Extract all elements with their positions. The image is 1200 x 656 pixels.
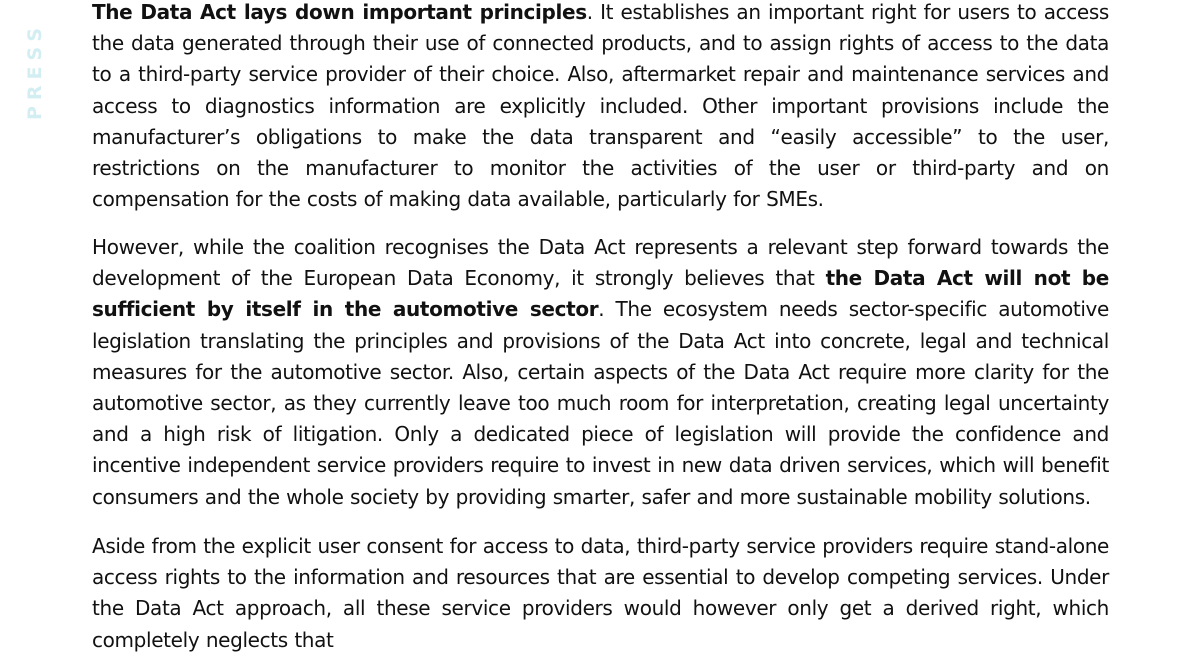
paragraph-access-rights [92, 531, 1109, 656]
paragraph-2-bold-middle: the Data Act will not be sufficient by itself in the automotive sector [92, 266, 1109, 322]
paragraph-1-bold-lead: The Data Act lays down important principles [92, 0, 587, 24]
press-side-label: PRESS [24, 21, 46, 120]
paragraph-coalition-position [92, 232, 1109, 513]
paragraph-1-text: . It establishes an important right for users to access the data generated through their use of connected products, and to assign rights of access to the data to a third-party service provider of their choice. Also, aftermarket repair and maintenance services and access to diagnostics information are explicitly included. Other important provisions include the manufacturer’s obligations to make the data transparent and “easily accessible” to the user, restrictions on the manufacturer to monitor the activities of the user or third-party and on compensation for the costs of making data available, particularly for SMEs. [92, 0, 1109, 212]
paragraph-2-text-before: However, while the coalition recognises the Data Act represents a relevant step forward towards the development of the European Data Economy, it strongly believes that [92, 235, 1109, 291]
paragraph-2-text-after: . The ecosystem needs sector-specific automotive legislation translating the principles and provisions of the Data Act into concrete, legal and technical measures for the automotive sector. Also, certain aspects of the Data Act require more clarity for the automotive sector, as they currently leave too much room for interpretation, creating legal uncertainty and a high risk of litigation. Only a dedicated piece of legislation will provide the confidence and incentive independent service providers require to invest in new data driven services, which will benefit consumers and the whole society by providing smarter, safer and more sustainable mobility solutions. [92, 297, 1109, 509]
paragraph-data-act-principles [92, 0, 1109, 215]
paragraph-3-text: Aside from the explicit user consent for access to data, third-party service providers require stand-alone access rights to the information and resources that are essential to develop competing services. Under the Data Act approach, all these service providers would however only get a derived right, which completely neglects that [92, 534, 1109, 652]
